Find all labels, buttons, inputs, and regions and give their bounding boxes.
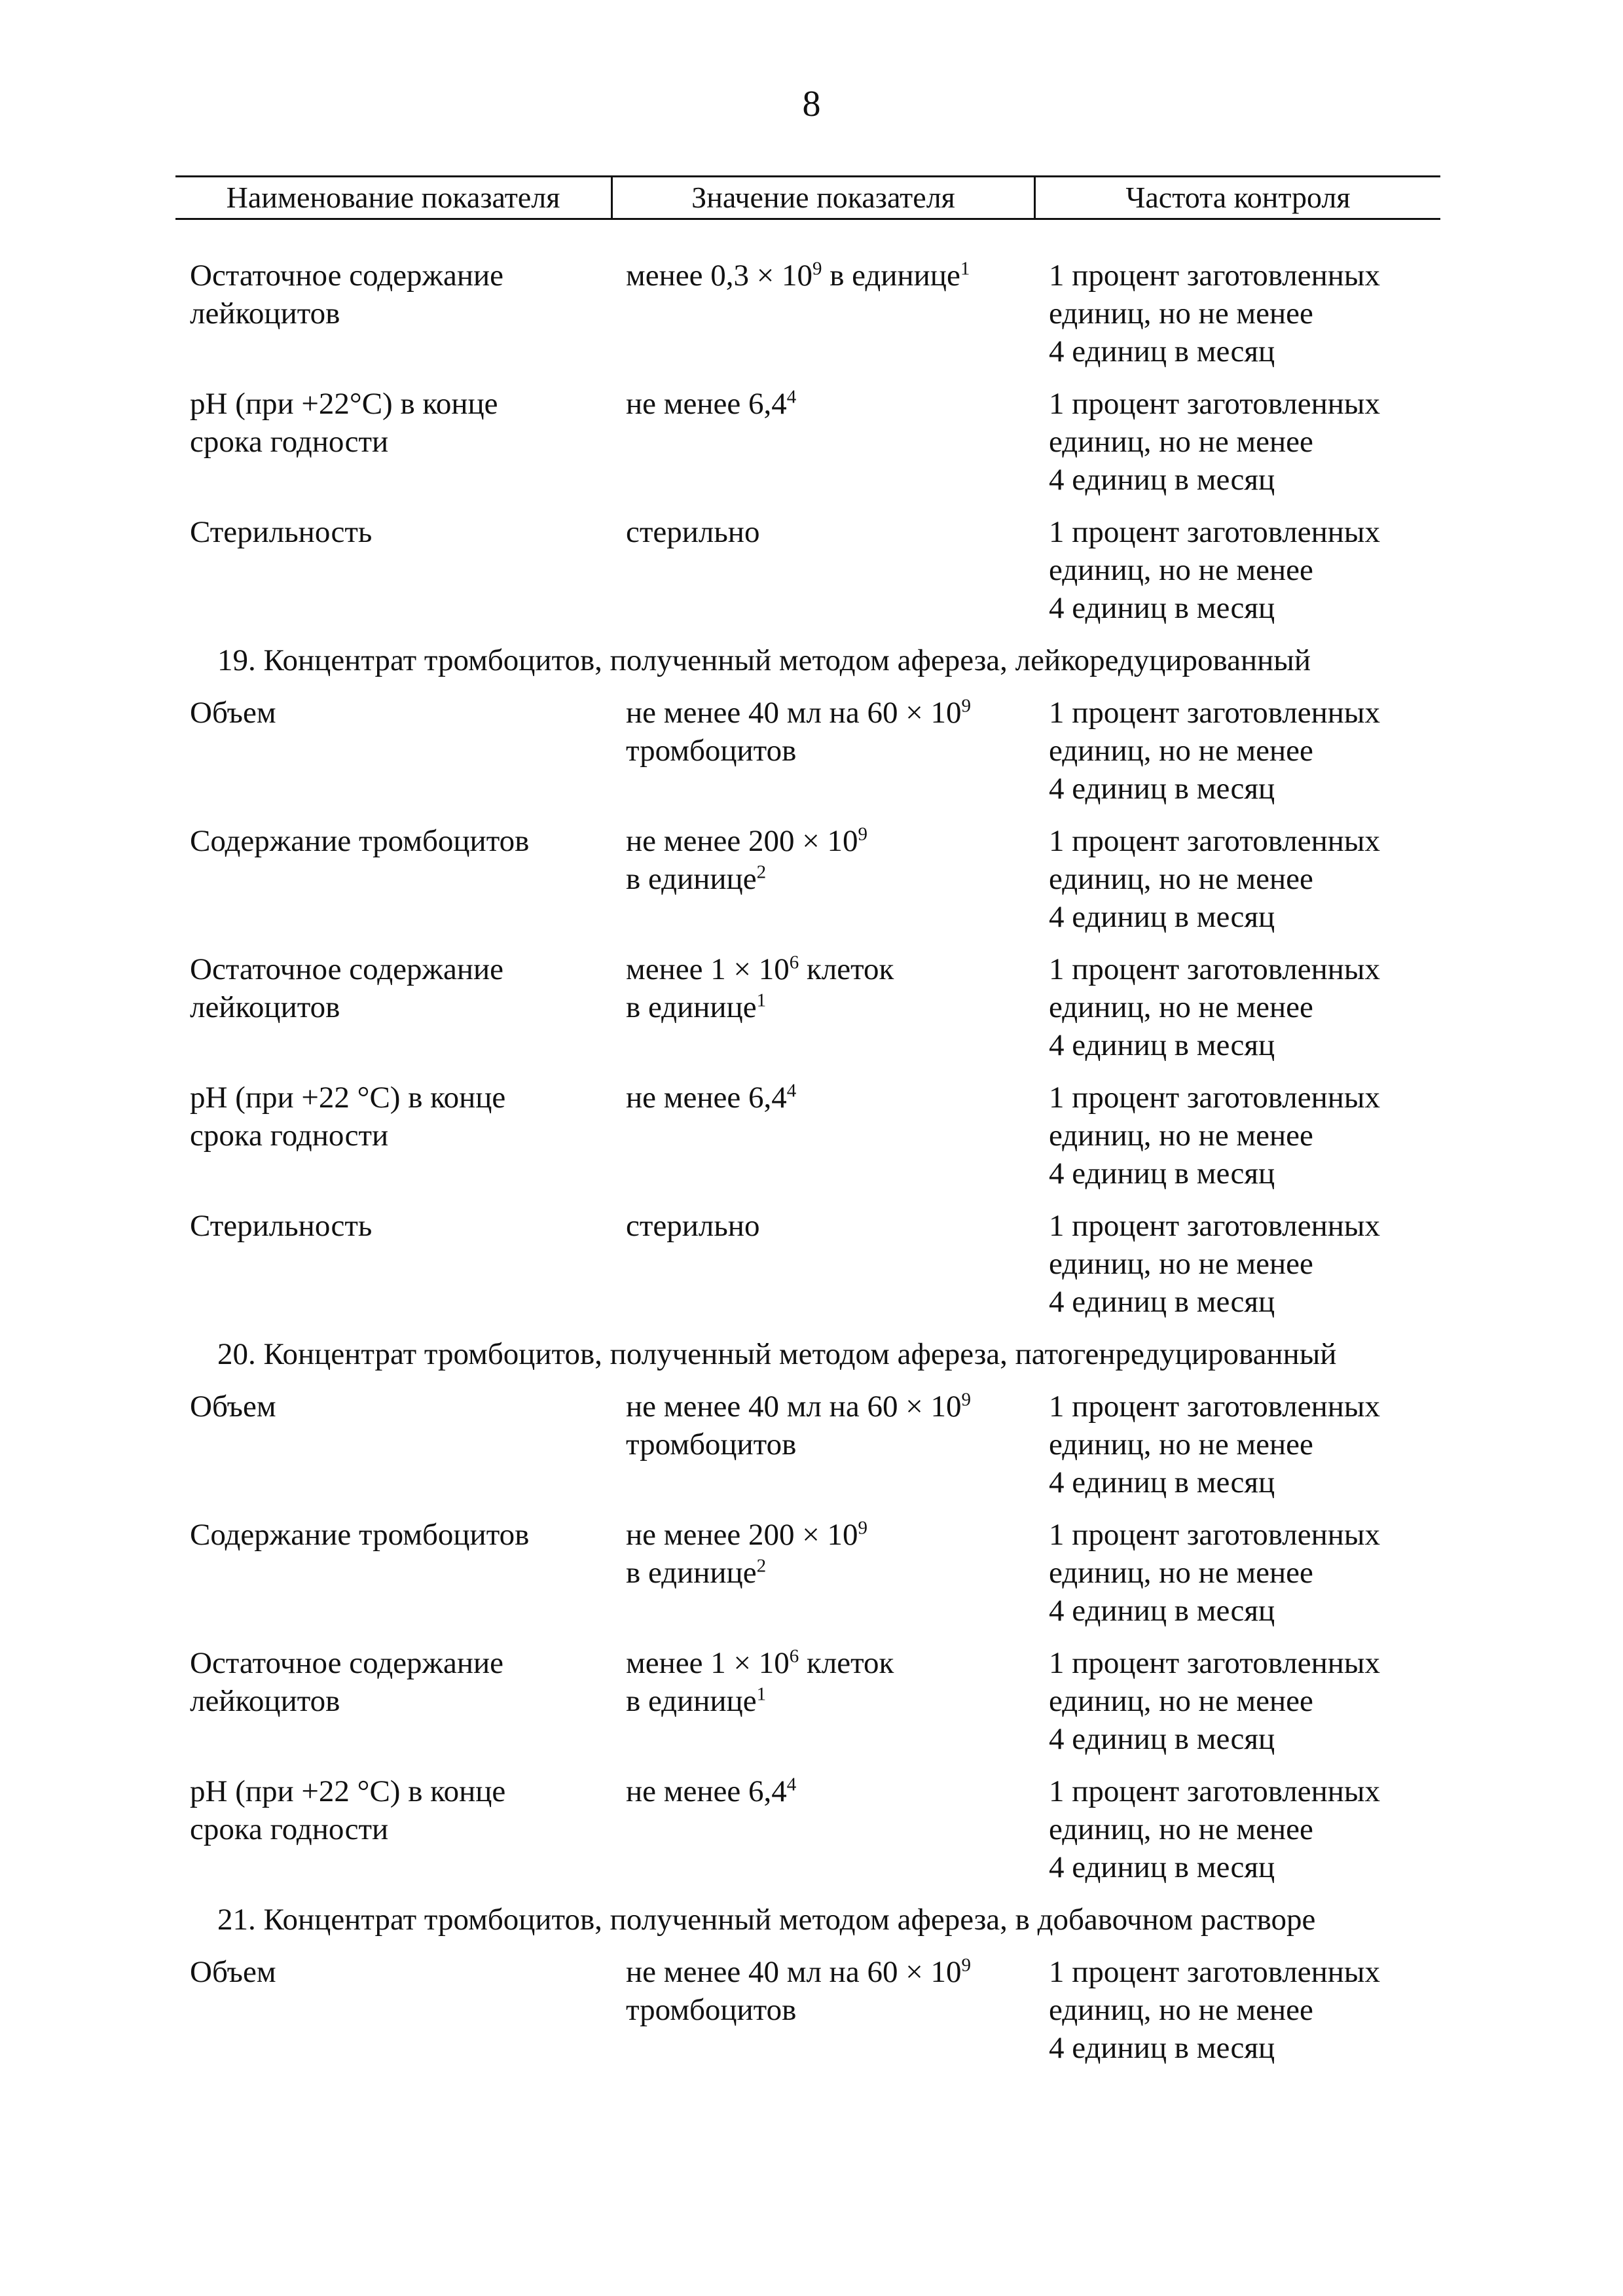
value-text: не менее 200 × 10 [626,1518,858,1552]
value-text-continued: клеток в единице [626,1646,894,1718]
indicator-name: Стерильность [190,515,373,549]
table-row [190,1388,1447,1501]
control-frequency: 1 процент заготовленных единиц, но не менее 4 единиц в месяц [1049,1518,1380,1628]
value-text: не менее 40 мл на 60 × 10 [626,696,962,730]
table-row [190,257,1447,370]
header-indicator-name: Наименование показателя [175,177,613,218]
indicator-name: Объем [190,1390,276,1424]
value-text: не менее 6,4 [626,1774,787,1808]
indicator-value [626,1772,1049,1886]
indicator-name: pH (при +22 °C) в конце срока годности [190,1081,506,1153]
indicator-name: Содержание тромбоцитов [190,824,530,858]
indicator-value [626,694,1049,808]
value-text: стерильно [626,515,760,549]
indicator-value [626,385,1049,499]
section-title: 20. Концентрат тромбоцитов, полученный методом афереза, патогенредуцированный [217,1337,1337,1371]
table-row [190,513,1447,627]
superscript: 9 [961,1389,971,1410]
control-frequency: 1 процент заготовленных единиц, но не менее 4 единиц в месяц [1049,952,1380,1062]
indicator-name: Объем [190,1955,276,1989]
indicator-name: Содержание тромбоцитов [190,1518,530,1552]
section-title: 21. Концентрат тромбоцитов, полученный методом афереза, в добавочном растворе [217,1903,1316,1937]
value-text: не менее 6,4 [626,1081,787,1115]
indicator-value [626,1644,1049,1758]
value-text: менее 1 × 10 [626,952,790,986]
value-text-continued: в единице [626,1556,757,1590]
value-text-continued: тромбоцитов [626,734,797,768]
indicator-name: Стерильность [190,1209,373,1243]
indicator-value [626,257,1049,370]
table-row [190,1644,1447,1758]
control-frequency: 1 процент заготовленных единиц, но не менее 4 единиц в месяц [1049,1955,1380,2065]
table-row [190,694,1447,808]
control-frequency: 1 процент заготовленных единиц, но не менее 4 единиц в месяц [1049,1209,1380,1319]
indicator-name: pH (при +22 °C) в конце срока годности [190,1774,506,1846]
superscript: 9 [961,1954,971,1976]
indicator-value [626,513,1049,627]
indicator-value [626,950,1049,1064]
control-frequency: 1 процент заготовленных единиц, но не менее 4 единиц в месяц [1049,1081,1380,1191]
indicator-value [626,1388,1049,1501]
superscript: 6 [789,952,799,973]
value-text: не менее 40 мл на 60 × 10 [626,1390,962,1424]
value-text: не менее 40 мл на 60 × 10 [626,1955,962,1989]
superscript: 9 [858,1517,867,1539]
value-text: не менее 200 × 10 [626,824,858,858]
control-frequency: 1 процент заготовленных единиц, но не менее 4 единиц в месяц [1049,387,1380,497]
header-indicator-value: Значение показателя [613,177,1036,218]
table-row [190,1953,1447,2067]
value-text-continued: в единице [822,259,960,293]
superscript: 9 [961,695,971,717]
control-frequency: 1 процент заготовленных единиц, но не менее 4 единиц в месяц [1049,1390,1380,1499]
page-number: 8 [802,84,821,124]
control-frequency: 1 процент заготовленных единиц, но не менее 4 единиц в месяц [1049,696,1380,806]
table-row [190,1772,1447,1886]
indicator-value [626,1207,1049,1321]
value-text-continued: в единице [626,862,757,896]
control-frequency: 1 процент заготовленных единиц, но не менее 4 единиц в месяц [1049,259,1380,368]
value-text: менее 0,3 × 10 [626,259,812,293]
superscript: 6 [789,1645,799,1667]
value-text: менее 1 × 10 [626,1646,790,1680]
value-text: не менее 6,4 [626,387,787,421]
footnote-marker: 2 [756,1555,767,1577]
table-row [190,385,1447,499]
indicator-name: Остаточное содержание лейкоцитов [190,952,504,1024]
table-header [175,175,1440,220]
footnote-marker: 1 [960,258,970,279]
indicator-name: Остаточное содержание лейкоцитов [190,1646,504,1718]
indicator-name: pH (при +22°C) в конце срока годности [190,387,498,459]
section-title: 19. Концентрат тромбоцитов, полученный методом афереза, лейкоредуцированный [217,643,1311,677]
value-text: стерильно [626,1209,760,1243]
value-text-continued: тромбоцитов [626,1993,797,2027]
header-control-frequency: Частота контроля [1125,181,1351,214]
table-row [190,950,1447,1064]
footnote-marker: 2 [756,861,767,883]
footnote-marker: 1 [756,990,767,1011]
table-row [190,1079,1447,1193]
table-row [190,1207,1447,1321]
indicator-name: Остаточное содержание лейкоцитов [190,259,504,331]
table-row [190,1516,1447,1630]
control-frequency: 1 процент заготовленных единиц, но не менее 4 единиц в месяц [1049,515,1380,625]
footnote-marker: 1 [756,1683,767,1705]
value-text-continued: клеток в единице [626,952,894,1024]
value-text-continued: тромбоцитов [626,1427,797,1462]
indicator-value [626,1079,1049,1193]
control-frequency: 1 процент заготовленных единиц, но не менее 4 единиц в месяц [1049,1774,1380,1884]
control-frequency: 1 процент заготовленных единиц, но не менее 4 единиц в месяц [1049,1646,1380,1756]
superscript: 4 [786,386,797,408]
indicator-name: Объем [190,696,276,730]
superscript: 9 [858,823,867,845]
superscript: 9 [812,258,822,279]
superscript: 4 [786,1080,797,1102]
indicator-value [626,1516,1049,1630]
indicator-value [626,1953,1049,2067]
table-body [190,257,1447,2081]
superscript: 4 [786,1774,797,1795]
table-row [190,822,1447,936]
control-frequency: 1 процент заготовленных единиц, но не менее 4 единиц в месяц [1049,824,1380,934]
indicator-value [626,822,1049,936]
